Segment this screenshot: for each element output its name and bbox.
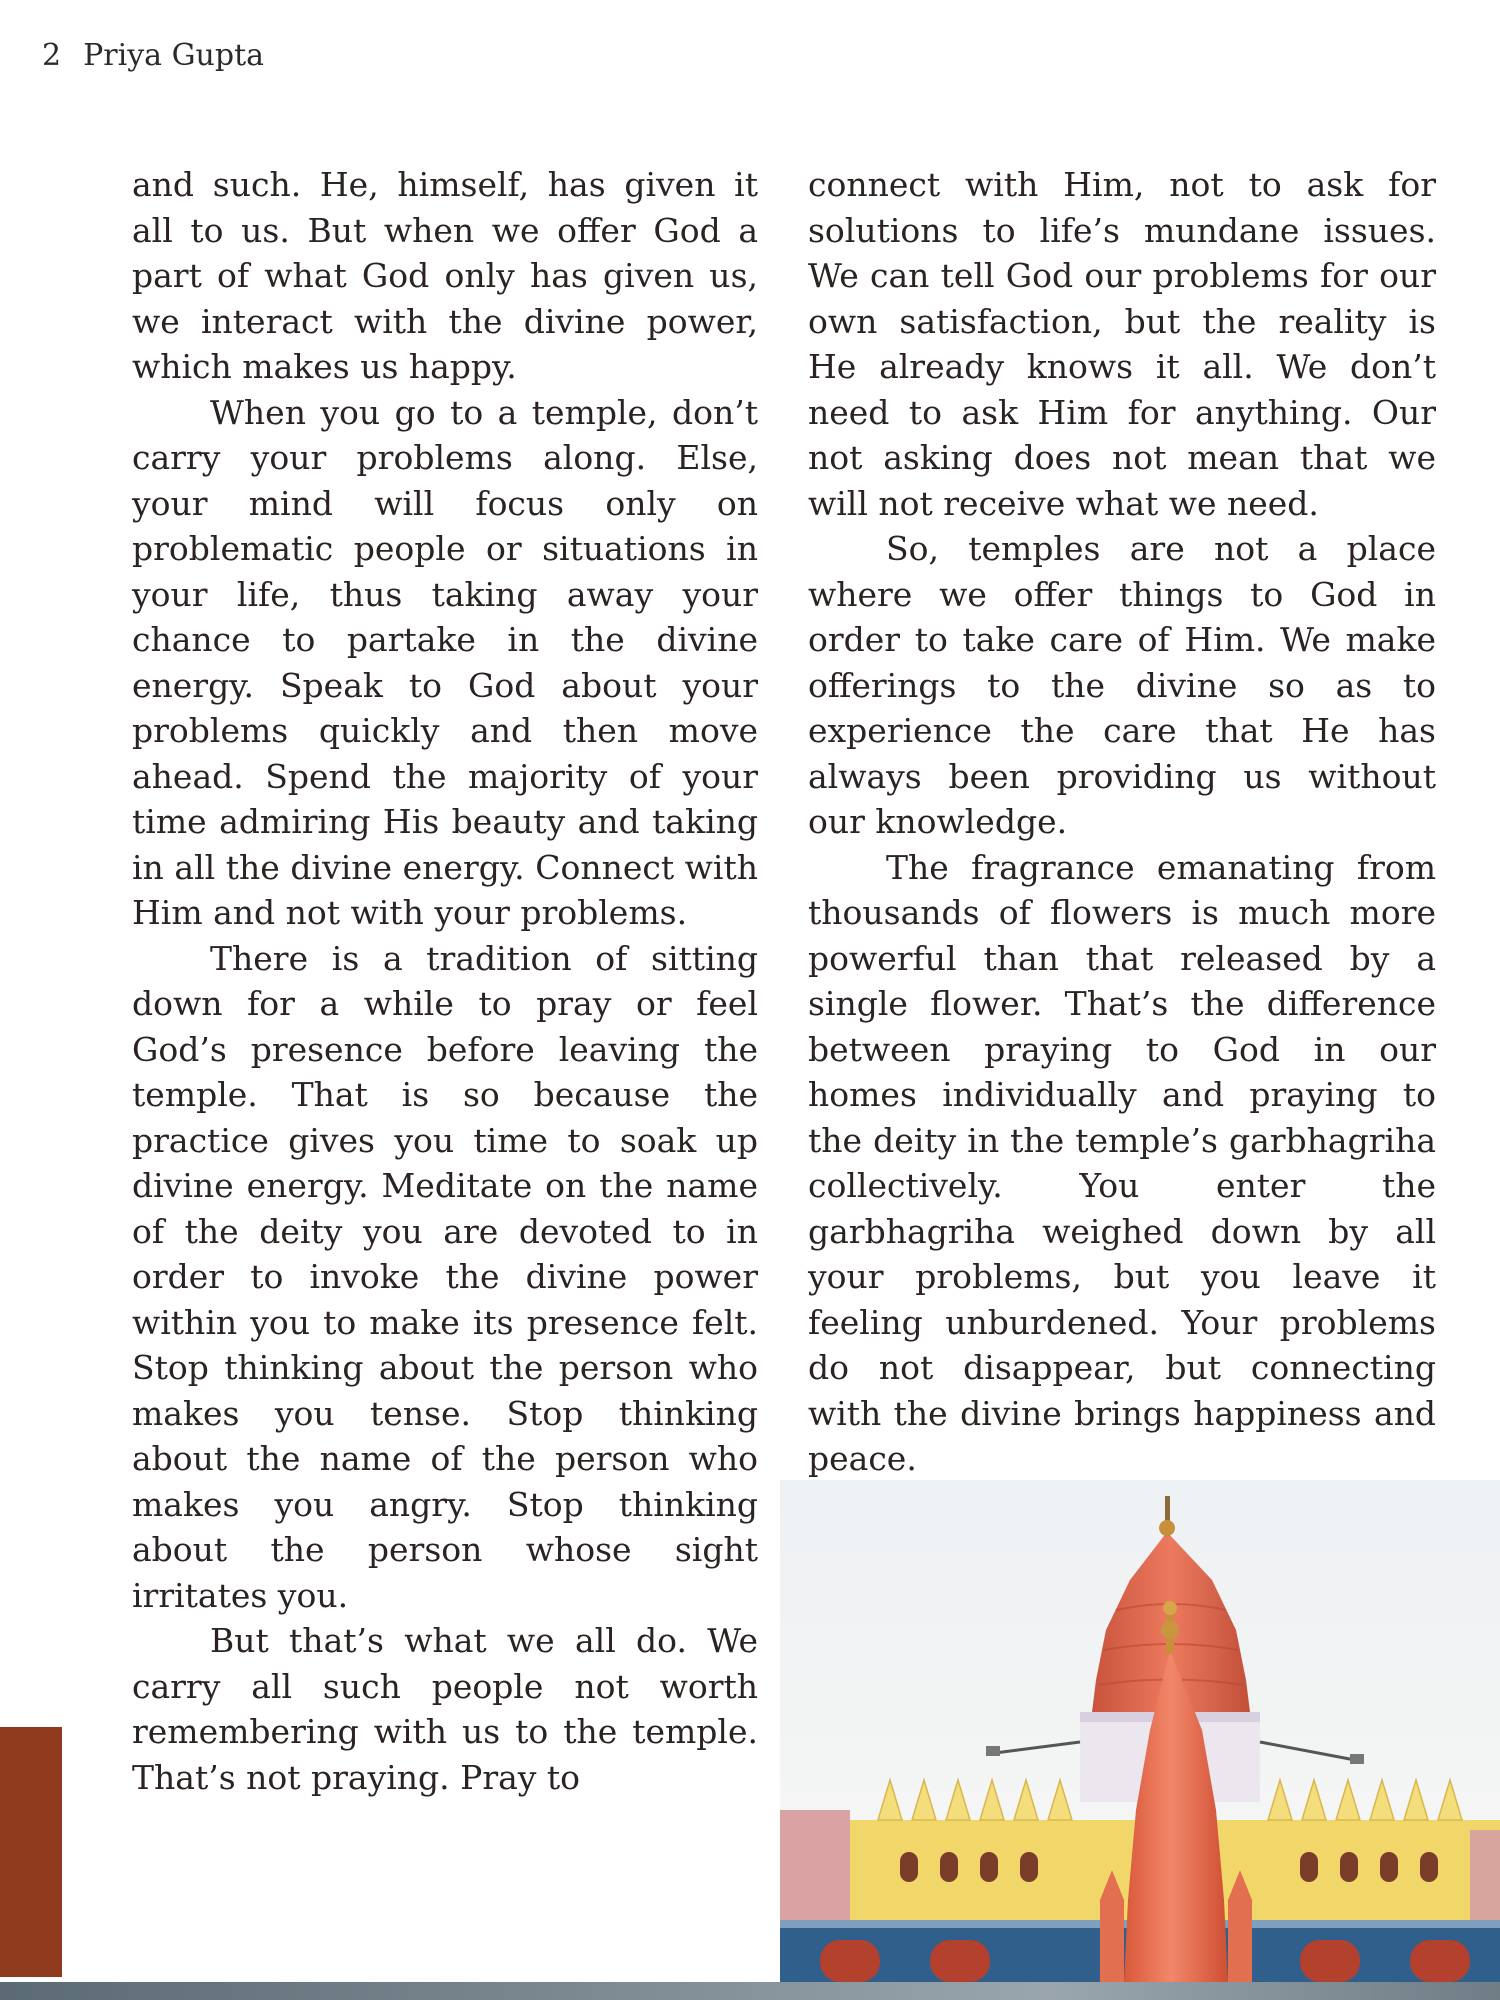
- decorative-red-strip: [0, 1727, 62, 1977]
- left-text-column: [132, 162, 758, 1800]
- page-header: [42, 38, 264, 73]
- bottom-edge-band: [0, 1982, 1500, 2000]
- paragraph: But that’s what we all do. We carry all such people not worth remembering with us to the temple. That’s not praying. Pray to: [132, 1621, 758, 1797]
- page-number: 2: [42, 38, 62, 73]
- running-head-author: Priya Gupta: [83, 38, 265, 73]
- right-text-column: [808, 162, 1436, 1482]
- paragraph: When you go to a temple, don’t carry your problems along. Else, your mind will focus only on problematic people or situations in your life, thus taking away your chance to partake in the divine energy. Speak to God about your problems quickly and then move ahead. Spend the majority of your time admiring His beauty and taking in all the divine energy. Connect with Him and not with your problems.: [132, 392, 758, 932]
- paragraph: and such. He, himself, has given it all to us. But when we offer God a part of what God only has given us, we interact with the divine power, which makes us happy.: [132, 165, 758, 386]
- paragraph: There is a tradition of sitting down for a while to pray or feel God’s presence before leaving the temple. That is so because the practice gives you time to soak up divine energy. Meditate on the name of the deity you are devoted to in order to invoke the divine power within you to make its presence felt. Stop thinking about the person who makes you tense. Stop thinking about the name of the person who makes you angry. Stop thinking about the person whose sight irritates you.: [132, 938, 758, 1615]
- paragraph: The fragrance emanating from thousands of flowers is much more powerful than that released by a single flower. That’s the difference between praying to God in our homes individually and praying to the deity in the temple’s garbhagriha collectively. You enter the garbhagriha weighed down by all your problems, but you leave it feeling unburdened. Your problems do not disappear, but connecting with the divine brings happiness and peace.: [808, 847, 1436, 1478]
- paragraph: So, temples are not a place where we offer things to God in order to take care of Him. We make offerings to the divine so as to experience the care that He has always been providing us without our knowledge.: [808, 529, 1436, 841]
- temple-photo: [780, 1480, 1500, 1982]
- paragraph: connect with Him, not to ask for solutions to life’s mundane issues. We can tell God our problems for our own satisfaction, but the reality is He already knows it all. We don’t need to ask Him for anything. Our not asking does not mean that we will not receive what we need.: [808, 165, 1436, 523]
- temple-illustration: [780, 1480, 1500, 1982]
